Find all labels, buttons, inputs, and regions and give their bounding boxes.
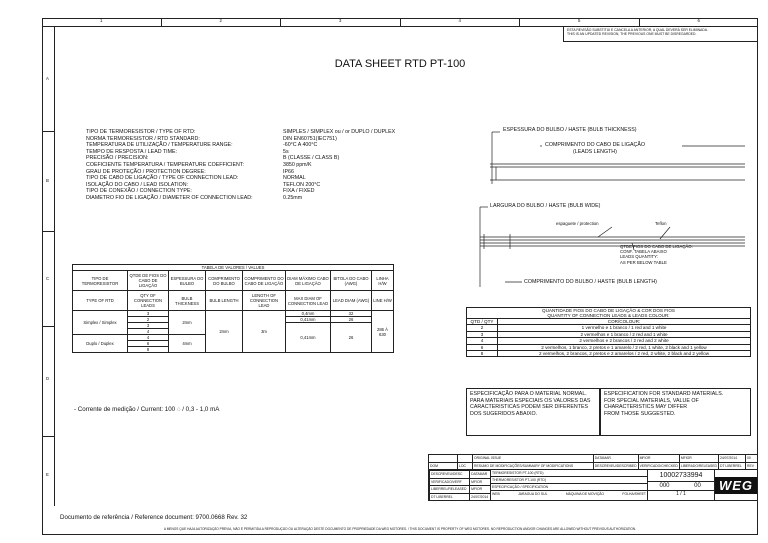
- header-cell: COMPRIMENTO DO CABO DE LIGAÇÃO: [243, 271, 286, 291]
- material-note-pt: ESPECIFICAÇÃO PARA O MATERIAL NORMAL. PARA MATERIAIS ESPECIAIS OS VALORES DAS CARACTERISTICAS PODEM SER DIFERENTES DOS SUGERIDOS ABAIXO.: [466, 388, 600, 436]
- header-cell: BITOLA DO CABO (AWG): [331, 271, 372, 291]
- qty-cell: 2: [128, 317, 169, 323]
- qty-note-line: QTDE FIOS DO CABO DE LIGAÇÃO:: [620, 244, 693, 249]
- qty-cell: 8: [128, 347, 169, 353]
- header-cell: QTDE DE FIOS DO CABO DE LIGAÇÃO: [128, 271, 169, 291]
- awg-cell: 26: [331, 323, 372, 353]
- table-row: 2 1 vermelho e 1 branco / 1 red and 1 white: [467, 325, 751, 331]
- qty-note-line: CONF. TABELA ABAIXO: [620, 249, 667, 255]
- teflon-label: Teflon: [655, 221, 667, 226]
- material-note-en: ESPECIFICATION FOR STANDARD MATERIALS. FOR SPECIAL MATERIALS, VALUE OF CHARACTERISTICS MAY DIFFER FROM THOSE SUGGESTED.: [600, 388, 751, 436]
- bulb-length-label: COMPRIMENTO DO BULBO / HASTE (BULB LENGTH): [524, 279, 657, 285]
- row-c: C: [46, 276, 50, 281]
- table-row: 4 2 vermelhos e 2 brancos / 2 red and 2 white: [467, 338, 751, 344]
- header-cell: LEAD DIAM (AWG): [331, 291, 372, 311]
- line-hw-cell: 286 À 630: [372, 311, 394, 353]
- header-cell: LINE H/W: [372, 291, 394, 311]
- qty-cell: 4: [128, 329, 169, 335]
- column-4: 4: [401, 18, 521, 26]
- row-d: D: [46, 376, 50, 381]
- bulb-thickness-label: ESPESSURA DO BULBO / HASTE (BULB THICKNESS): [503, 127, 637, 133]
- sheet-fraction: 1 / 1: [676, 491, 686, 497]
- max-diam-cell: 0,4mm: [286, 311, 331, 317]
- revision-note: [563, 26, 758, 42]
- header-cell: BULB THICKNESS: [169, 291, 206, 311]
- spec-row: TEMPERATURA DE UTILIZAÇÃO / TEMPERATURE RANGE: -60°C A 400°C: [86, 142, 318, 149]
- table-row: 8 2 vermelhos, 2 brancos, 2 pretos e 2 amarelos / 2 red, 2 white, 2 black and 2 yellow: [467, 351, 751, 357]
- max-diam-cell: 0,41mm: [286, 317, 331, 323]
- revision-note-pt: ESTA REVISÃO SUBSTITUI E CANCELA A ANTERIOR, A QUAL DEVERÁ SER ELIMINADA.: [567, 28, 708, 32]
- revision-note-en: THIS IS AN UPDATED REVISION, THE PREVIOUS ONE MUST BE DISREGARDED.: [567, 32, 697, 37]
- spec-row: TIPO DE TERMORESISTOR / TYPE OF RTD: SIMPLES / SIMPLEX ou / or DUPLO / DUPLEX: [86, 129, 396, 135]
- header-cell: BULB LENGTH: [206, 291, 243, 311]
- qty-note-line: AS PER BELOW TABLE: [620, 259, 667, 265]
- doc-number-block: [648, 470, 715, 501]
- bulb-width-label: LARGURA DO BULBO / HASTE (BULB WIDE): [490, 203, 601, 209]
- current-note: - Corrente de medição / Current: 100 ◌ / 0,3 - 1,0 mA: [74, 406, 220, 413]
- doc-number: 10002733994: [648, 470, 714, 482]
- header-cell: QTY OF CONNECTION LEADS: [128, 291, 169, 311]
- page-title: DATA SHEET RTD PT-100: [334, 58, 466, 70]
- qty-cell: 3: [128, 323, 169, 329]
- footer-note: A MENOS QUE HAJA AUTORIZAÇÃO PRÉVIA, NÃO É PERMITIDA A REPRODUÇÃO OU ALTERAÇÃO DESTE DOCUMENTO DE PROPRIEDADE DA WEG MOTORES. / THIS DOCUMENT IS PROPERTY OF WEG MOTORES. NO REPRODUCTION AND/OR CHANGES ARE ALLOWED WITHOUT PREVIOUS AUTHORIZATION.: [163, 527, 637, 531]
- title-block: ORIGINAL ISSUE DATAMAR MFIOR MFIOR 24/07/2014 00 DOM LOC RESUMO DE MODIFICAÇÕES/SUMMARY OF MODIFICATIONS DESCREVEU/DESCRIBED VERIFICADO/CHECKED LIBERADO/RELEASED DT LIBERREL REV DESCREVEU/DESC DATAMAR VERIFICADO/VERF MFIOR LIBERREL/RELEASED MFIOR DT LIBERREL 24/07/2014 TERMORESISTOR PT-100 (RTD) THERMORESISTOR PT-100 (RTD) ESPECIFICAÇÃO / SPECIFICATION WEB JARAGUA DO SUL MÁQUINA DE MOVIÇÃO FOLHA/SHEET 10002733994 000 00 1 / 1 WEG: [428, 454, 758, 501]
- spec-list: [86, 129, 426, 202]
- row-e: E: [46, 472, 49, 477]
- spec-row: DIAMETRO FIO DE LIGAÇÃO / DIAMETER OF CONNECTION LEAD: 0.25mm: [86, 194, 303, 201]
- awg-cell: 26: [331, 317, 372, 323]
- spec-row: GRAU DE PROTEÇÃO / PROTECTION DEGREE: IP66: [86, 168, 294, 175]
- lead-length-label-pt: COMPRIMENTO DO CABO DE LIGAÇÃO: [545, 142, 645, 148]
- qty-cell: 4: [128, 335, 169, 341]
- qty-note-line: LEADS QUANTITY:: [620, 254, 658, 260]
- simplex-cell: Simplex / Simplex: [73, 311, 128, 335]
- values-table-title: TABELA DE VALORES / VALUES: [73, 265, 394, 271]
- spec-row: TIPO DE CONEXÃO / CONNECTION TYPE: FIXA / FIXED: [86, 188, 315, 195]
- qty-colour-table: [466, 307, 751, 357]
- column-6: 6: [697, 18, 700, 23]
- max-diam-cell: 0,41mm: [286, 323, 331, 353]
- row-a: A: [46, 76, 49, 81]
- revision-header-row: DOM LOC RESUMO DE MODIFICAÇÕES/SUMMARY OF MODIFICATIONS DESCREVEU/DESCRIBED VERIFICADO/CHECKED LIBERADO/RELEASED DT LIBERREL REV: [429, 462, 758, 470]
- thickness-cell: 2mm: [169, 311, 206, 335]
- row-b: B: [46, 178, 49, 183]
- spec-row: NORMA TERMORESISTOR / RTD STANDARD: DIN EN60751(IEC751): [86, 135, 337, 142]
- awg-cell: 32: [331, 311, 372, 317]
- rev-number: 000: [659, 483, 670, 489]
- duplex-cell: Duplo / Duplex: [73, 335, 128, 353]
- spec-row: TEMPO DE RESPOSTA / LEAD TIME: 5s: [86, 148, 289, 155]
- header-cell: DIAM MÁXIMO CABO DE LIGAÇÃO: [286, 271, 331, 291]
- spec-row: ISOLAÇÃO DO CABO / LEAD ISOLATION: TEFLON 200°C: [86, 181, 321, 188]
- colour-col-header: COR/COLOUR:: [498, 319, 751, 325]
- values-table: [72, 264, 394, 353]
- header-cell: ESPESSURA DO BULBO: [169, 271, 206, 291]
- header-cell: MAX DIAM OF CONNECTION LEAD: [286, 291, 331, 311]
- column-2: 2: [162, 18, 282, 26]
- spec-row: COEFICIENTE TEMPERATURA / TEMPERATURE COEFFICIENT: 3850 ppm/K: [86, 161, 312, 168]
- lead-length-label-en: (LEADS LENGTH): [573, 148, 617, 155]
- sheet-rev: 00: [694, 483, 701, 489]
- leads-qty-note: [620, 244, 693, 265]
- description-block: TERMORESISTOR PT-100 (RTD) THERMORESISTOR PT-100 (RTD) ESPECIFICAÇÃO / SPECIFICATION WEB JARAGUA DO SUL MÁQUINA DE MOVIÇÃO FOLHA/SHEET: [491, 470, 648, 501]
- qty-table-title: QUANTIDADE FIOS DO CABO DE LIGAÇÃO & COR DOS FIOS QUANTITY OF CONNECTION LEADS & LEADS COLOUR:: [467, 308, 751, 319]
- revision-row: ORIGINAL ISSUE DATAMAR MFIOR MFIOR 24/07/2014 00: [429, 455, 758, 463]
- qty-cell: 6: [128, 341, 169, 347]
- lead-length-label: [545, 142, 645, 155]
- column-5: 5: [520, 18, 640, 26]
- header-cell: LENGTH OF CONNECTION LEAD: [243, 291, 286, 311]
- header-cell: COMPRIMENTO DO BULBO: [206, 271, 243, 291]
- header-cell: TYPE OF RTD: [73, 291, 128, 311]
- column-1: 1: [42, 18, 162, 26]
- column-3: 3: [281, 18, 401, 26]
- spaghetti-label: espaguete / protection: [556, 221, 599, 226]
- spec-row: TIPO DE CABO DE LIGAÇÃO / TYPE OF CONNECTION LEAD: NORMAL: [86, 175, 306, 182]
- thickness-cell: 4mm: [169, 335, 206, 353]
- qty-cell: 3: [128, 311, 169, 317]
- spec-row: PRECISÃO / PRECISION: B (CLASSE / CLASS B): [86, 155, 340, 162]
- table-row: 6 2 vermelhos, 1 branco, 2 pretos e 1 amarelo / 2 red, 1 white, 2 black and 1 yellow: [467, 344, 751, 350]
- reference-document: Documento de referência / Reference document: 9700.0668 Rev. 32: [60, 514, 248, 521]
- table-row: 3 2 vermelhos e 1 branco / 2 red and 1 white: [467, 331, 751, 337]
- bulb-length-cell: 2mm: [206, 311, 243, 353]
- lead-length-cell: 3m: [243, 311, 286, 353]
- header-cell: LINHA H/W: [372, 271, 394, 291]
- row-strip: [42, 26, 55, 506]
- weg-logo: WEG: [715, 470, 758, 501]
- header-cell: TIPO DE TERMORESISTOR: [73, 271, 128, 291]
- qty-col-header: QTD / QTY: [467, 319, 498, 325]
